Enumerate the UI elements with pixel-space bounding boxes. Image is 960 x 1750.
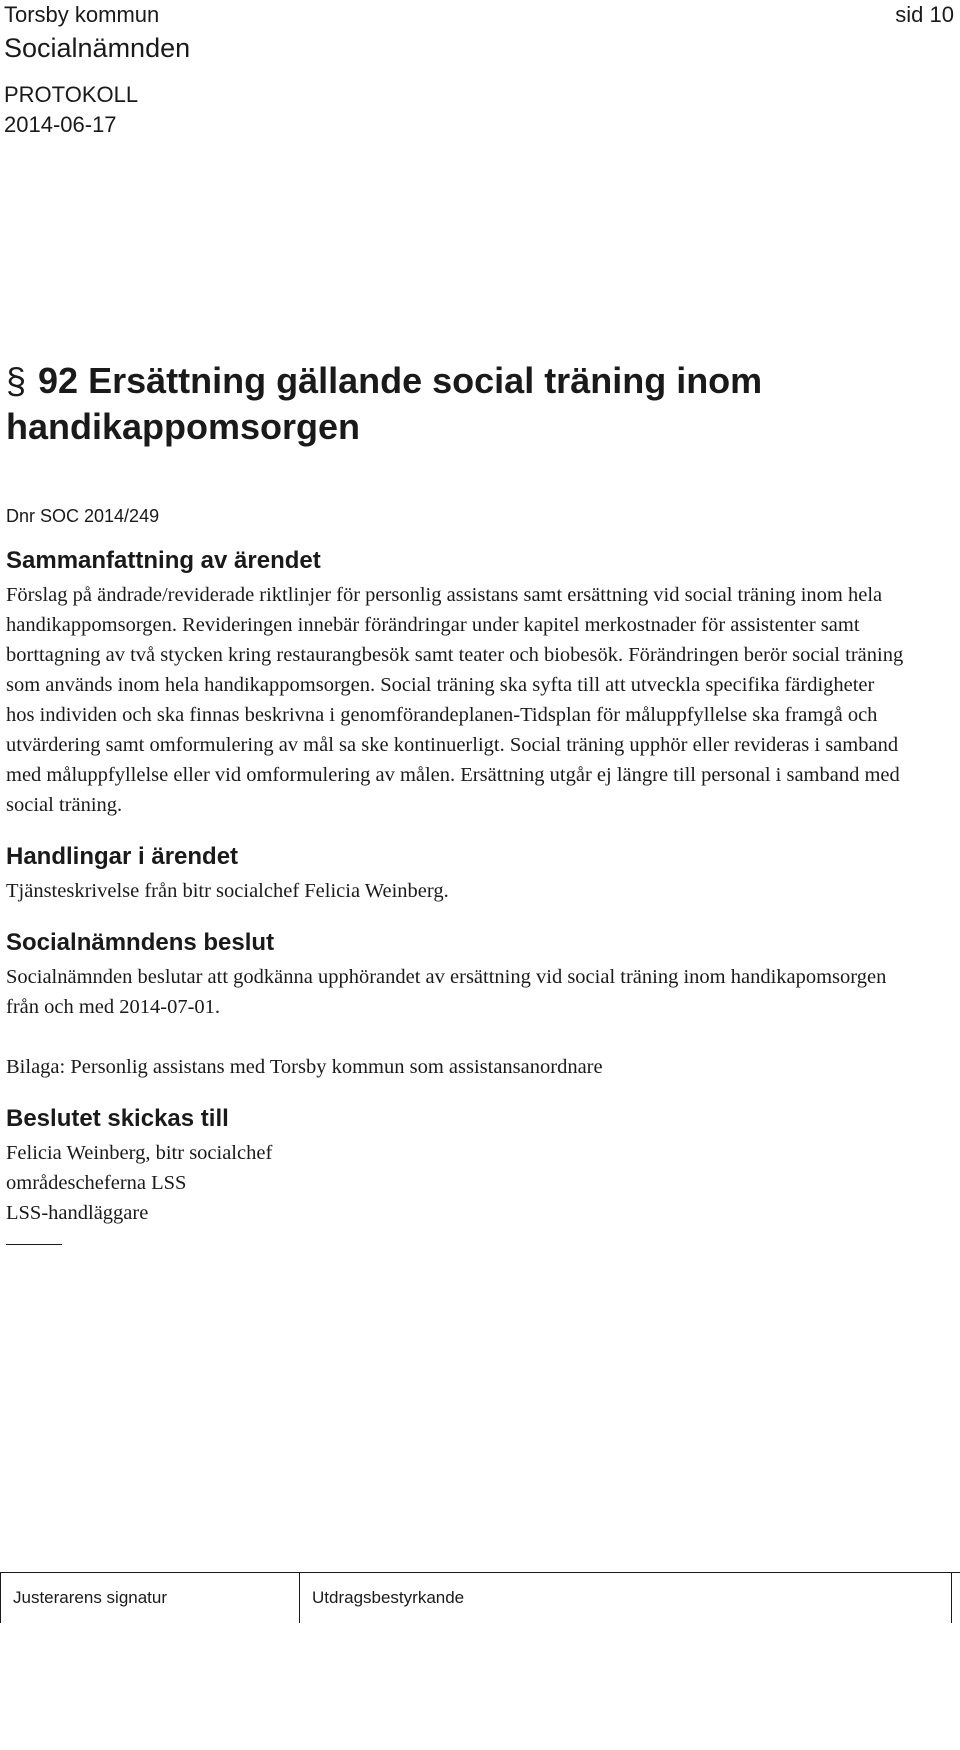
section-symbol: § [6,360,27,401]
matter-title-text: 92 Ersättning gällande social träning inom handikappomsorgen [6,360,763,447]
sent-to-heading: Beslutet skickas till [6,1105,229,1132]
summary-text-part1: Förslag på ändrade/reviderade riktlinjer för personlig assistans samt ersättning vid social träning inom hela handikappomsorgen. Revideringen innebär förändringar under kapitel merkostnader för assistenter samt borttagning av två stycken kring restaurangbesök samt teater och biobesök. [6,584,883,666]
recipient: Felicia Weinberg, bitr socialchef [6,1142,273,1164]
committee-name: Socialnämnden [4,33,191,63]
document-type: PROTOKOLL [4,82,139,107]
summary-text [6,580,906,820]
summary-text-part2: Förändringen berör social träning som används inom hela handikappomsorgen. Social träning ska syfta till att utveckla specifika färdigheter hos individen och ska finnas beskrivna i genomförandeplanen-Tidsplan för måluppfyllelse ska framgå och utvärdering samt omformulering av mål sa ske kontinuerligt. Social träning upphör eller revideras i samband med måluppfyllelse eller vid omformulering av målen. Ersättning utgår ej längre till personal i samband med social träning. [6,644,904,816]
decision-text: Socialnämnden beslutar att godkänna upphörandet av ersättning vid social träning inom handikapomsorgen från och med 2014-07-01. [6,966,887,1018]
attachment-note: Bilaga: Personlig assistans med Torsby kommun som assistansanordnare [6,1056,603,1078]
decision-heading: Socialnämndens beslut [6,929,275,956]
recipient: LSS-handläggare [6,1202,149,1224]
recipient: områdescheferna LSS [6,1172,187,1194]
matter-content [6,502,906,1245]
document-header [4,0,190,140]
certification-box [300,1573,952,1623]
summary-section [6,546,906,820]
matter-title [6,358,936,450]
summary-heading: Sammanfattning av ärendet [6,547,321,574]
meeting-date: 2014-06-17 [4,112,117,137]
signature-label: Justerarens signatur [13,1588,168,1607]
sent-to-section [6,1104,906,1245]
documents-heading: Handlingar i ärendet [6,843,239,870]
signature-box [0,1573,300,1623]
page-number: sid 10 [895,2,954,27]
decision-section [6,928,906,1082]
documents-section [6,842,906,906]
diary-number: Dnr SOC 2014/249 [6,506,160,526]
municipality-name: Torsby kommun [4,2,160,27]
documents-text: Tjänsteskrivelse från bitr socialchef Felicia Weinberg. [6,880,449,902]
certification-label: Utdragsbestyrkande [312,1588,465,1607]
signature-footer [0,1572,960,1623]
end-rule [6,1244,62,1245]
